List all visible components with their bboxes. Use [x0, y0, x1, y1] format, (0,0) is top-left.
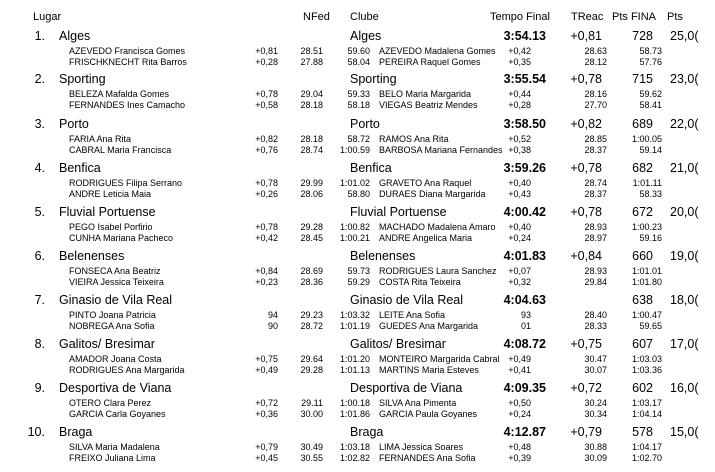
swimmer-time: 59.73	[347, 266, 370, 276]
swimmer-split: 28.16	[584, 89, 607, 99]
team-final-time: 3:59.26	[503, 161, 546, 175]
team-reaction-time: +0,82	[570, 117, 602, 131]
swimmer-name: DURAES Diana Margarida	[379, 189, 486, 199]
swimmer-split: 28.72	[300, 321, 323, 331]
team-rank: 1.	[34, 29, 45, 43]
swimmer-split: 30.88	[584, 442, 607, 452]
team-block	[0, 28, 715, 76]
swimmer-time: 1:00.47	[631, 310, 662, 320]
swimmer-time: 1:02.70	[631, 453, 662, 463]
swimmer-split: 29.23	[300, 310, 323, 320]
swimmer-time: 1:01.01	[631, 266, 662, 276]
swimmer-reaction: +0,49	[508, 354, 531, 364]
team-fina-points: 578	[632, 425, 653, 439]
team-rank: 2.	[34, 72, 45, 86]
team-club: Fluvial Portuense	[350, 205, 447, 219]
swimmer-split: 30.47	[584, 354, 607, 364]
team-rank: 5.	[34, 205, 45, 219]
team-club: Porto	[350, 117, 380, 131]
swimmer-name: MARTINS Maria Esteves	[379, 365, 479, 375]
swimmer-time: 1:00.05	[631, 134, 662, 144]
swimmer-split: 28.40	[584, 310, 607, 320]
swimmer-split: 29.99	[300, 178, 323, 188]
team-club: Benfica	[350, 161, 392, 175]
swimmer-reaction: +0,24	[508, 409, 531, 419]
swimmer-name: COSTA Rita Teixeira	[379, 277, 461, 287]
swimmer-time: 1:01.20	[339, 354, 370, 364]
team-final-time: 3:55.54	[503, 72, 546, 86]
swimmer-reaction: +0,28	[255, 57, 278, 67]
swimmer-reaction: +0,84	[255, 266, 278, 276]
team-name: Desportiva de Viana	[59, 381, 172, 395]
swimmer-time: 1:00.82	[339, 222, 370, 232]
swimmer-reaction: +0,38	[508, 145, 531, 155]
header-clube: Clube	[350, 11, 379, 23]
team-reaction-time: +0,78	[570, 161, 602, 175]
swimmer-time: 58.04	[347, 57, 370, 67]
team-fina-points: 602	[632, 381, 653, 395]
swimmer-name: FERNANDES Ines Camacho	[69, 100, 186, 110]
swimmer-reaction: +0,72	[255, 398, 278, 408]
team-reaction-time: +0,81	[570, 29, 602, 43]
swimmer-reaction: +0,58	[255, 100, 278, 110]
team-block	[0, 204, 715, 252]
team-club: Ginasio de Vila Real	[350, 293, 464, 307]
swimmer-split: 29.11	[301, 398, 323, 408]
team-name: Alges	[59, 29, 91, 43]
team-reaction-time: +0,75	[570, 337, 602, 351]
team-fina-points: 660	[632, 249, 653, 263]
team-name: Porto	[59, 117, 89, 131]
team-fina-points: 672	[632, 205, 653, 219]
swimmer-split: 29.28	[300, 365, 323, 375]
team-fina-points: 607	[632, 337, 653, 351]
team-fina-points: 689	[632, 117, 653, 131]
team-rank: 7.	[34, 293, 45, 307]
header-nfed: NFed	[303, 11, 330, 23]
swimmer-reaction: +0,35	[508, 57, 531, 67]
team-final-time: 3:58.50	[503, 117, 546, 131]
team-final-time: 3:54.13	[503, 29, 546, 43]
swimmer-split: 27.88	[300, 57, 323, 67]
swimmer-time: 58.80	[347, 189, 370, 199]
team-reaction-time: +0,78	[570, 205, 602, 219]
swimmer-name: RODRIGUES Ana Margarida	[69, 365, 185, 375]
swimmer-name: FERNANDES Ana Sofia	[379, 453, 476, 463]
swimmer-split: 30.34	[584, 409, 607, 419]
team-name: Belenenses	[59, 249, 125, 263]
swimmer-name: ANDRE Angelica Maria	[379, 233, 473, 243]
team-name: Galitos/ Bresimar	[59, 337, 155, 351]
swimmer-time: 1:00.59	[339, 145, 370, 155]
header-treac: TReac	[571, 11, 604, 23]
swimmer-split: 28.51	[300, 46, 323, 56]
swimmer-time: 57.76	[639, 57, 662, 67]
swimmer-reaction: +0,39	[508, 453, 531, 463]
swimmer-time: 1:03.36	[631, 365, 662, 375]
swimmer-time: 59.16	[639, 233, 662, 243]
header-lugar: Lugar	[33, 11, 62, 23]
swimmer-time: 1:01.02	[339, 178, 370, 188]
team-club: Braga	[350, 425, 384, 439]
swimmer-reaction: +0,42	[255, 233, 278, 243]
swimmer-time: 1:01.11	[632, 178, 662, 188]
team-points: 16,0(	[670, 381, 699, 395]
swimmer-name: AZEVEDO Madalena Gomes	[379, 46, 496, 56]
swimmer-split: 29.64	[300, 354, 323, 364]
swimmer-reaction: +0,24	[508, 233, 531, 243]
header-pts-fina: Pts FINA	[612, 11, 657, 23]
swimmer-split: 27.70	[584, 100, 607, 110]
header-tempo-final: Tempo Final	[490, 11, 550, 23]
swimmer-split: 28.85	[584, 134, 607, 144]
swimmer-name: RAMOS Ana Rita	[379, 134, 449, 144]
swimmer-time: 1:01.13	[339, 365, 370, 375]
swimmer-split: 30.49	[300, 442, 323, 452]
swimmer-name: PINTO Joana Patricia	[69, 310, 156, 320]
team-club: Desportiva de Viana	[350, 381, 463, 395]
swimmer-name: VIEGAS Beatriz Mendes	[379, 100, 478, 110]
team-rank: 4.	[34, 161, 45, 175]
swimmer-split: 28.93	[584, 266, 607, 276]
swimmer-time: 59.60	[347, 46, 370, 56]
team-fina-points: 638	[632, 293, 653, 307]
swimmer-split: 30.55	[300, 453, 323, 463]
swimmer-reaction: +0,78	[255, 222, 278, 232]
swimmer-time: 59.29	[347, 277, 370, 287]
swimmer-name: VIEIRA Jessica Teixeira	[69, 277, 164, 287]
swimmer-name: LEITE Ana Sofia	[379, 310, 446, 320]
team-final-time: 4:00.42	[503, 205, 546, 219]
swimmer-time: 1:01.86	[339, 409, 370, 419]
swimmer-split: 28.74	[584, 178, 607, 188]
swimmer-reaction: +0,78	[255, 178, 278, 188]
team-fina-points: 682	[632, 161, 653, 175]
swimmer-name: PEGO Isabel Porfirio	[69, 222, 153, 232]
swimmer-split: 28.18	[300, 134, 323, 144]
swimmer-split: 30.07	[584, 365, 607, 375]
swimmer-name: FRISCHKNECHT Rita Barros	[69, 57, 187, 67]
swimmer-name: ANDRE Leticia Maia	[69, 189, 152, 199]
swimmer-name: AMADOR Joana Costa	[69, 354, 162, 364]
team-block	[0, 336, 715, 384]
team-reaction-time: +0,84	[570, 249, 602, 263]
swimmer-time: 59.14	[639, 145, 662, 155]
team-final-time: 4:04.63	[503, 293, 546, 307]
swimmer-reaction: +0,82	[255, 134, 278, 144]
swimmer-reaction: +0,43	[508, 189, 531, 199]
swimmer-name: FREIXO Juliana Lima	[69, 453, 156, 463]
team-points: 17,0(	[670, 337, 699, 351]
swimmer-split: 28.69	[300, 266, 323, 276]
team-name: Ginasio de Vila Real	[59, 293, 173, 307]
team-fina-points: 715	[632, 72, 653, 86]
swimmer-split: 28.45	[300, 233, 323, 243]
team-rank: 10.	[27, 425, 45, 439]
swimmer-time: 59.33	[347, 89, 370, 99]
swimmer-name: RODRIGUES Filipa Serrano	[69, 178, 183, 188]
swimmer-name: LIMA Jessica Soares	[379, 442, 464, 452]
team-name: Fluvial Portuense	[59, 205, 156, 219]
swimmer-reaction: +0,23	[255, 277, 278, 287]
swimmer-time: 1:00.23	[631, 222, 662, 232]
team-rank: 8.	[34, 337, 45, 351]
swimmer-split: 29.04	[300, 89, 323, 99]
swimmer-reaction: +0,52	[508, 134, 531, 144]
team-reaction-time: +0,72	[570, 381, 602, 395]
swimmer-name: CUNHA Mariana Pacheco	[69, 233, 174, 243]
team-rank: 9.	[34, 381, 45, 395]
team-final-time: 4:09.35	[503, 381, 546, 395]
team-club: Alges	[350, 29, 382, 43]
swimmer-split: 28.37	[584, 189, 607, 199]
swimmer-name: AZEVEDO Francisca Gomes	[69, 46, 186, 56]
swimmer-reaction: +0,75	[255, 354, 278, 364]
swimmer-time: 58.72	[347, 134, 370, 144]
swimmer-reaction: +0,07	[508, 266, 531, 276]
swimmer-split: 28.97	[584, 233, 607, 243]
swimmer-split: 28.93	[584, 222, 607, 232]
swimmer-time: 58.18	[347, 100, 370, 110]
header-pts: Pts	[667, 11, 683, 23]
swimmer-split: 28.33	[584, 321, 607, 331]
swimmer-time: 1:04.14	[631, 409, 662, 419]
swimmer-split: 29.84	[584, 277, 607, 287]
swimmer-reaction: 01	[520, 321, 531, 331]
swimmer-reaction: +0,40	[508, 178, 531, 188]
swimmer-time: 58.73	[639, 46, 662, 56]
team-reaction-time: +0,78	[570, 72, 602, 86]
swimmer-reaction: +0,78	[255, 89, 278, 99]
swimmer-reaction: +0,40	[508, 222, 531, 232]
swimmer-time: 1:00.18	[339, 398, 370, 408]
swimmer-split: 28.63	[584, 46, 607, 56]
swimmer-reaction: +0,32	[508, 277, 531, 287]
swimmer-reaction: +0,79	[255, 442, 278, 452]
team-club: Belenenses	[350, 249, 416, 263]
team-rank: 3.	[34, 117, 45, 131]
swimmer-reaction: +0,48	[508, 442, 531, 452]
swimmer-split: 28.74	[300, 145, 323, 155]
swimmer-name: GRAVETO Ana Raquel	[379, 178, 472, 188]
team-block	[0, 424, 715, 472]
team-reaction-time: +0,79	[570, 425, 602, 439]
swimmer-split: 28.18	[300, 100, 323, 110]
team-points: 25,0(	[670, 29, 699, 43]
swimmer-reaction: +0,50	[508, 398, 531, 408]
swimmer-name: FARIA Ana Rita	[69, 134, 132, 144]
swimmer-time: 1:01.19	[339, 321, 370, 331]
swimmer-reaction: +0,41	[508, 365, 531, 375]
team-block	[0, 248, 715, 296]
swimmer-name: MACHADO Madalena Amaro	[379, 222, 496, 232]
swimmer-split: 28.12	[584, 57, 607, 67]
swimmer-reaction: 94	[267, 310, 278, 320]
team-points: 20,0(	[670, 205, 699, 219]
swimmer-reaction: +0,28	[508, 100, 531, 110]
swimmer-name: GARCIA Paula Goyanes	[379, 409, 478, 419]
swimmer-reaction: 90	[267, 321, 278, 331]
team-club: Galitos/ Bresimar	[350, 337, 446, 351]
swimmer-reaction: 93	[520, 310, 531, 320]
swimmer-name: BELEZA Mafalda Gomes	[69, 89, 170, 99]
swimmer-name: CABRAL Maria Francisca	[69, 145, 172, 155]
swimmer-time: 1:00.21	[339, 233, 370, 243]
team-fina-points: 728	[632, 29, 653, 43]
team-points: 15,0(	[670, 425, 699, 439]
team-name: Braga	[59, 425, 93, 439]
swimmer-split: 28.36	[300, 277, 323, 287]
swimmer-split: 28.37	[584, 145, 607, 155]
team-points: 23,0(	[670, 72, 699, 86]
swimmer-time: 58.33	[639, 189, 662, 199]
swimmer-split: 30.24	[584, 398, 607, 408]
swimmer-name: MONTEIRO Margarida Cabral	[379, 354, 500, 364]
team-block	[0, 380, 715, 428]
swimmer-name: FONSECA Ana Beatriz	[69, 266, 161, 276]
team-block	[0, 160, 715, 208]
swimmer-time: 1:03.18	[339, 442, 370, 452]
team-points: 21,0(	[670, 161, 699, 175]
swimmer-name: GARCIA Carla Goyanes	[69, 409, 166, 419]
swimmer-name: GUEDES Ana Margarida	[379, 321, 479, 331]
team-block	[0, 116, 715, 164]
swimmer-reaction: +0,44	[508, 89, 531, 99]
swimmer-split: 30.00	[300, 409, 323, 419]
swimmer-name: RODRIGUES Laura Sanchez	[379, 266, 497, 276]
swimmer-reaction: +0,36	[255, 409, 278, 419]
team-name: Benfica	[59, 161, 101, 175]
team-points: 18,0(	[670, 293, 699, 307]
swimmer-time: 1:03.03	[631, 354, 662, 364]
swimmer-name: NOBREGA Ana Sofia	[69, 321, 155, 331]
swimmer-name: BELO Maria Margarida	[379, 89, 472, 99]
swimmer-reaction: +0,26	[255, 189, 278, 199]
swimmer-time: 59.65	[639, 321, 662, 331]
team-final-time: 4:08.72	[503, 337, 546, 351]
swimmer-time: 1:04.17	[631, 442, 662, 452]
swimmer-time: 58.41	[639, 100, 662, 110]
swimmer-reaction: +0,45	[255, 453, 278, 463]
team-rank: 6.	[34, 249, 45, 263]
team-block	[0, 292, 715, 340]
swimmer-time: 1:03.32	[339, 310, 370, 320]
swimmer-name: SILVA Maria Madalena	[69, 442, 160, 452]
team-block	[0, 71, 715, 119]
swimmer-reaction: +0,81	[255, 46, 278, 56]
swimmer-time: 59.62	[639, 89, 662, 99]
swimmer-name: BARBOSA Mariana Fernandes	[379, 145, 503, 155]
team-club: Sporting	[350, 72, 397, 86]
swimmer-split: 28.06	[300, 189, 323, 199]
swimmer-reaction: +0,42	[508, 46, 531, 56]
swimmer-time: 1:03.17	[631, 398, 662, 408]
team-final-time: 4:01.83	[503, 249, 546, 263]
team-name: Sporting	[59, 72, 106, 86]
team-final-time: 4:12.87	[503, 425, 546, 439]
swimmer-name: SILVA Ana Pimenta	[379, 398, 457, 408]
swimmer-reaction: +0,49	[255, 365, 278, 375]
team-points: 22,0(	[670, 117, 699, 131]
swimmer-name: PEREIRA Raquel Gomes	[379, 57, 481, 67]
swimmer-split: 29.28	[300, 222, 323, 232]
swimmer-time: 1:02.82	[339, 453, 370, 463]
team-points: 19,0(	[670, 249, 699, 263]
swimmer-split: 30.09	[584, 453, 607, 463]
swimmer-name: OTERO Clara Perez	[69, 398, 152, 408]
swimmer-reaction: +0,76	[255, 145, 278, 155]
swimmer-time: 1:01.80	[631, 277, 662, 287]
